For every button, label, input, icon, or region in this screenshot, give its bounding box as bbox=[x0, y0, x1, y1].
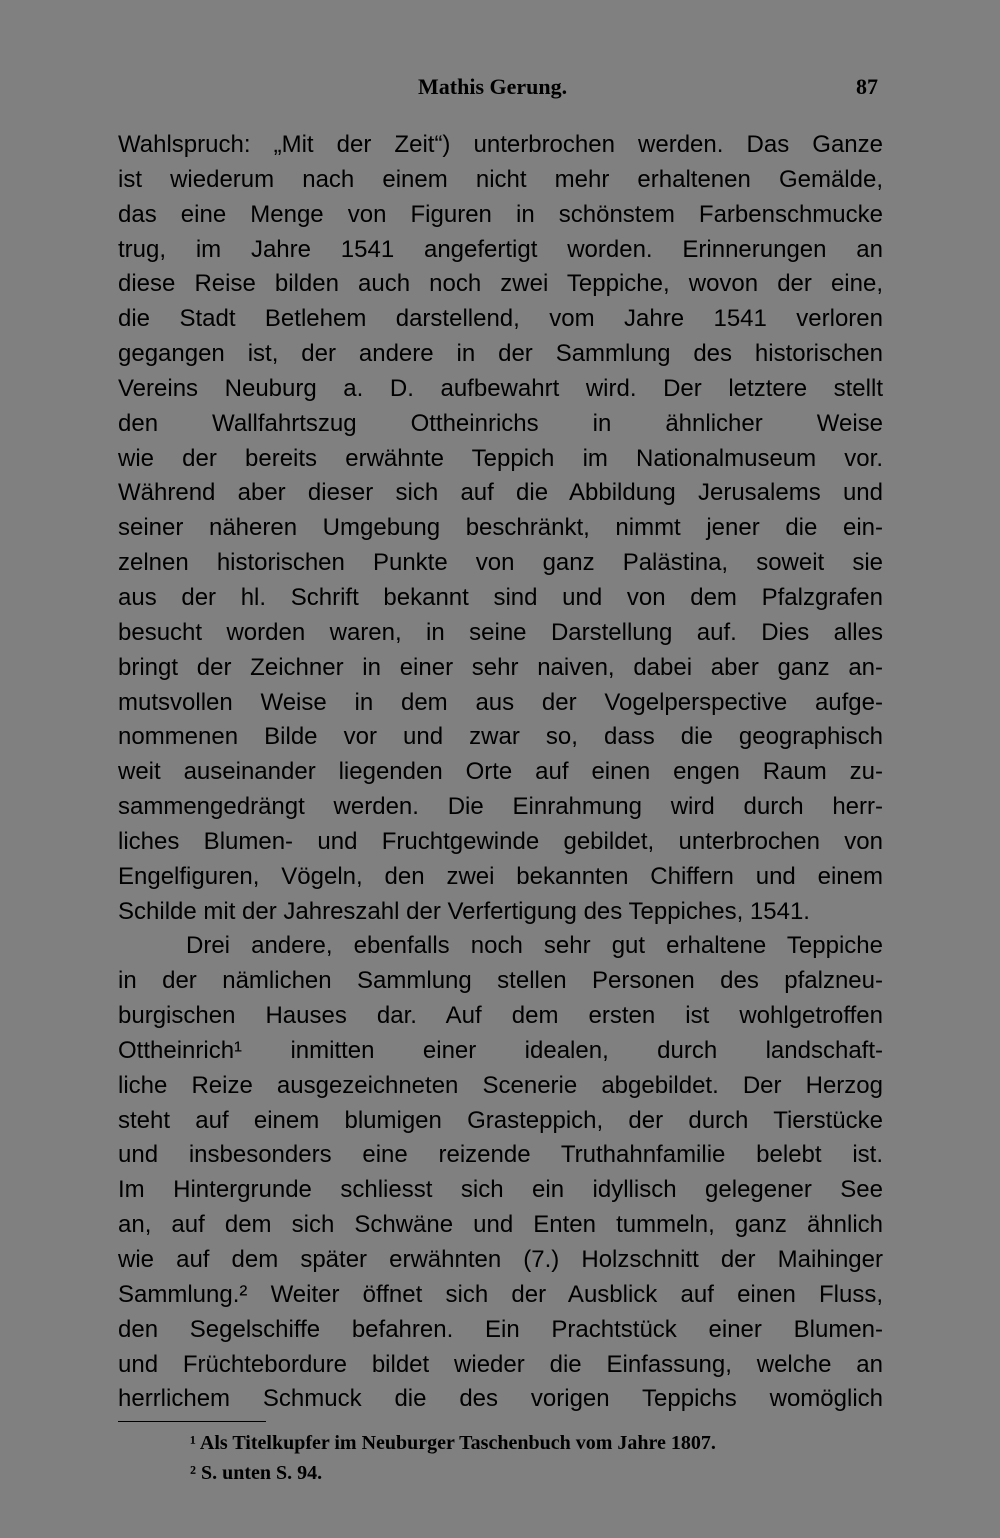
text-line: ist wiederum nach einem nicht mehr erhaltenen Gemälde, bbox=[118, 165, 883, 193]
text-line: und insbesonders eine reizende Truthahnfamilie belebt ist. bbox=[118, 1141, 883, 1169]
text-line: sammengedrängt werden. Die Einrahmung wird durch herr- bbox=[118, 793, 883, 821]
text-line: wie auf dem später erwähnten (7.) Holzschnitt der Maihinger bbox=[118, 1246, 883, 1273]
text-line: trug, im Jahre 1541 angefertigt worden. Erinnerungen an bbox=[118, 235, 883, 263]
text-line: herrlichem Schmuck die des vorigen Teppichs womöglich bbox=[118, 1385, 883, 1413]
text-line: und Früchtebordure bildet wieder die Einfassung, welche an bbox=[118, 1350, 883, 1378]
text-line: Während aber dieser sich auf die Abbildung Jerusalems und bbox=[118, 479, 883, 507]
body-text bbox=[118, 128, 883, 1417]
text-line: aus der hl. Schrift bekannt sind und von dem Pfalzgrafen bbox=[118, 583, 883, 611]
text-line: burgischen Hauses dar. Auf dem ersten ist wohlgetroffen bbox=[118, 1002, 883, 1030]
text-line: in der nämlichen Sammlung stellen Personen des pfalzneu- bbox=[118, 967, 883, 995]
text-line: nommenen Bilde vor und zwar so, dass die geographisch bbox=[118, 723, 883, 751]
text-line: Drei andere, ebenfalls noch sehr gut erhaltene Teppiche bbox=[186, 932, 883, 960]
text-line: bringt der Zeichner in einer sehr naiven, dabei aber ganz an- bbox=[118, 653, 883, 681]
footnote-2: ² S. unten S. 94. bbox=[190, 1462, 323, 1484]
footnote-1: ¹ Als Titelkupfer im Neuburger Taschenbuch vom Jahre 1807. bbox=[190, 1432, 716, 1454]
text-line: Ottheinrich¹ inmitten einer idealen, durch landschaft- bbox=[118, 1036, 883, 1064]
footnote-divider bbox=[118, 1421, 266, 1422]
footnotes bbox=[190, 1428, 716, 1488]
running-title: Mathis Gerung. bbox=[418, 74, 568, 99]
text-line: wie der bereits erwähnte Teppich im Nationalmuseum vor. bbox=[118, 444, 883, 472]
text-line: die Stadt Betlehem darstellend, vom Jahre 1541 verloren bbox=[118, 305, 883, 333]
text-line: den Wallfahrtszug Ottheinrichs in ähnlicher Weise bbox=[118, 409, 883, 437]
text-line: an, auf dem sich Schwäne und Enten tummeln, ganz ähnlich bbox=[118, 1211, 883, 1239]
text-line: Engelfiguren, Vögeln, den zwei bekannten Chiffern und einem bbox=[118, 862, 883, 890]
text-line: mutsvollen Weise in dem aus der Vogelperspective aufge- bbox=[118, 688, 883, 716]
page-number: 87 bbox=[856, 74, 878, 99]
text-line: Wahlspruch: „Mit der Zeit“) unterbrochen werden. Das Ganze bbox=[118, 131, 883, 158]
text-line: das eine Menge von Figuren in schönstem Farbenschmucke bbox=[118, 200, 883, 228]
text-line: gegangen ist, der andere in der Sammlung des historischen bbox=[118, 340, 883, 368]
text-line: Sammlung.² Weiter öffnet sich der Ausblick auf einen Fluss, bbox=[118, 1280, 883, 1308]
text-line: diese Reise bilden auch noch zwei Teppiche, wovon der eine, bbox=[118, 270, 883, 298]
running-head bbox=[0, 74, 1000, 104]
text-line: besucht worden waren, in seine Darstellung auf. Dies alles bbox=[118, 618, 883, 646]
text-line: seiner näheren Umgebung beschränkt, nimmt jener die ein- bbox=[118, 514, 883, 542]
text-line: liches Blumen- und Fruchtgewinde gebildet, unterbrochen von bbox=[118, 827, 883, 855]
text-line: Schilde mit der Jahreszahl der Verfertigung des Teppiches, 1541. bbox=[118, 897, 810, 925]
text-line: steht auf einem blumigen Grasteppich, der durch Tierstücke bbox=[118, 1106, 883, 1134]
text-line: weit auseinander liegenden Orte auf einen engen Raum zu- bbox=[118, 758, 883, 786]
text-line: Vereins Neuburg a. D. aufbewahrt wird. Der letztere stellt bbox=[118, 374, 883, 402]
text-line: zelnen historischen Punkte von ganz Palästina, soweit sie bbox=[118, 549, 883, 577]
text-line: Im Hintergrunde schliesst sich ein idyllisch gelegener See bbox=[118, 1176, 883, 1204]
text-line: den Segelschiffe befahren. Ein Prachtstück einer Blumen- bbox=[118, 1315, 883, 1343]
text-line: liche Reize ausgezeichneten Scenerie abgebildet. Der Herzog bbox=[118, 1071, 883, 1099]
